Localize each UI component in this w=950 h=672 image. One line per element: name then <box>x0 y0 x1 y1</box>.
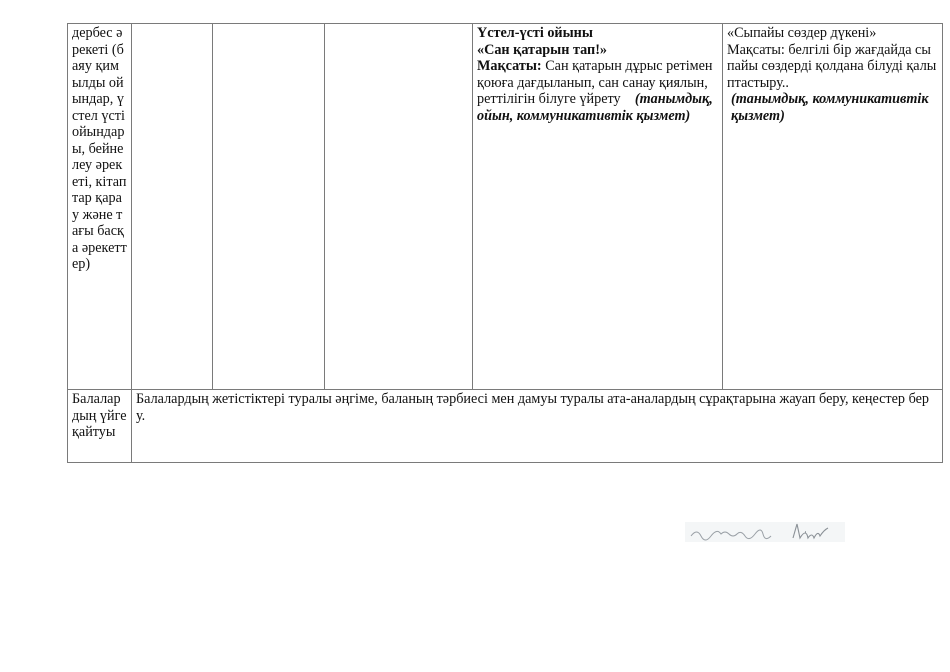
polite-words-cell <box>723 24 943 390</box>
row-label-independent-activity: дербес әрекеті (баяу қимылды ойындар, үстел үсті ойындары, бейнелеу әрекеті, кітаптар қарау және тағы басқа әрекеттер) <box>72 25 127 272</box>
empty-cell-4 <box>325 24 473 390</box>
plan-table <box>67 23 943 463</box>
going-home-content-cell <box>132 390 943 463</box>
handwritten-signature <box>685 518 845 544</box>
going-home-text: Балалардың жетістіктері туралы әңгіме, баланың тәрбиесі мен дамуы туралы ата-аналардың сұрақтарына жауап беру, кеңестер беру. <box>136 391 929 424</box>
goal-label: Мақсаты: <box>477 58 542 74</box>
table-row-independent-activity <box>68 24 943 390</box>
activity-type: (танымдық, ойын, коммуникативтік қызмет) <box>477 91 713 124</box>
row-label-going-home: Балалардың үйге қайтуы <box>72 391 127 440</box>
tabletop-game-goal <box>477 58 713 124</box>
polite-words-game-name: «Сыпайы сөздер дүкені» <box>727 25 877 41</box>
tabletop-game-title: Үстел-үсті ойыны <box>477 25 593 41</box>
polite-words-goal: Мақсаты: белгілі бір жағдайда сыпайы сөздерді қолдана білуді қалыптастыру.. <box>727 41 937 91</box>
empty-cell-2 <box>132 24 213 390</box>
table-row-going-home <box>68 390 943 463</box>
polite-words-activity-type: (танымдық, коммуникативтік қызмет) <box>731 91 929 124</box>
row-label-cell <box>68 390 132 463</box>
tabletop-game-cell <box>473 24 723 390</box>
tabletop-game-name: «Сан қатарын тап!» <box>477 41 608 58</box>
goal-text: Сан қатарын дұрыс ретімен қоюға дағдыланып, сан санау қиялын, реттілігін білуге үйрету <box>477 58 713 107</box>
row-label-cell <box>68 24 132 390</box>
empty-cell-3 <box>213 24 325 390</box>
